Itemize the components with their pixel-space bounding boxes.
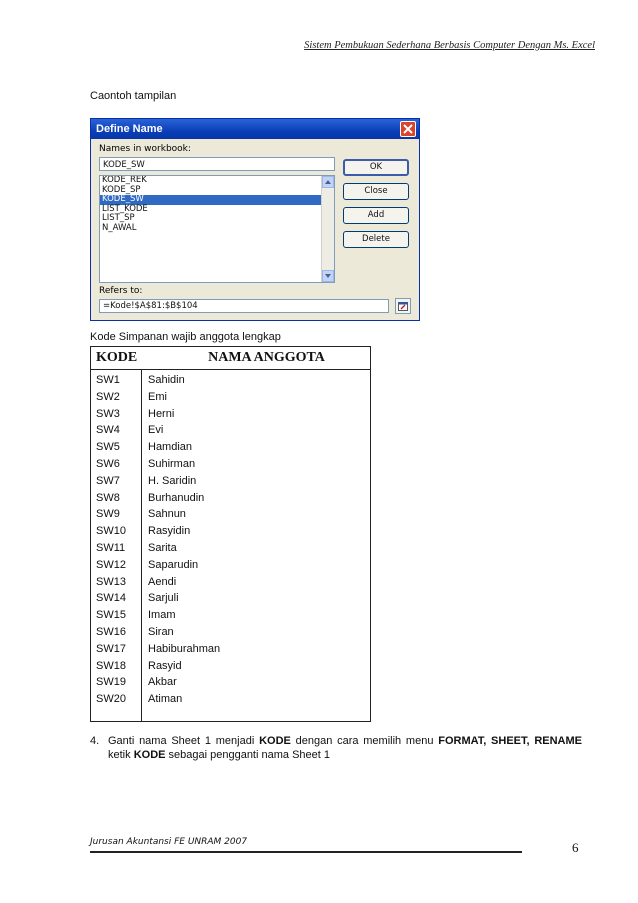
member-name: Sahidin bbox=[148, 374, 185, 386]
name-column-header: NAMA ANGGOTA bbox=[208, 350, 325, 365]
table-row bbox=[91, 490, 370, 507]
table-row bbox=[91, 574, 370, 591]
table-row bbox=[91, 607, 370, 624]
table-row bbox=[91, 406, 370, 423]
names-list-item[interactable]: LIST_KODE bbox=[102, 203, 148, 214]
define-name-dialog bbox=[90, 118, 420, 321]
step-keyword: KODE bbox=[259, 735, 291, 747]
member-code: SW11 bbox=[96, 541, 126, 554]
member-name: Rasyidin bbox=[148, 525, 191, 538]
footer-rule bbox=[90, 851, 522, 853]
table-row bbox=[91, 506, 370, 523]
member-name: Emi bbox=[148, 390, 167, 403]
dialog-titlebar bbox=[91, 119, 419, 139]
table-row bbox=[91, 422, 370, 439]
intro-text: Caontoh tampilan bbox=[90, 90, 177, 102]
step-keyword: KODE bbox=[133, 749, 166, 761]
member-code: SW18 bbox=[96, 659, 126, 672]
table-row bbox=[91, 473, 370, 490]
step-text-part: dengan cara memilih menu bbox=[290, 735, 439, 747]
member-code: SW13 bbox=[96, 575, 126, 588]
refers-to-input[interactable]: =Kode!$A$81:$B$104 bbox=[99, 299, 389, 313]
table-row bbox=[91, 624, 370, 641]
names-list-item[interactable]: N_AWAL bbox=[102, 222, 137, 233]
ok-button[interactable]: OK bbox=[343, 159, 409, 176]
member-name: Atiman bbox=[148, 693, 183, 706]
step-number: 4. bbox=[90, 735, 100, 747]
member-code: SW5 bbox=[96, 441, 120, 454]
table-row bbox=[91, 456, 370, 473]
member-name: Herni bbox=[148, 407, 175, 420]
member-code: SW6 bbox=[96, 457, 120, 470]
footer-text: Jurusan Akuntansi FE UNRAM 2007 bbox=[90, 837, 248, 847]
table-row bbox=[91, 523, 370, 540]
member-name: Siran bbox=[148, 625, 174, 638]
member-code: SW2 bbox=[96, 390, 120, 403]
member-name: Hamdian bbox=[148, 441, 193, 454]
refers-to-label: Refers to: bbox=[99, 286, 143, 296]
close-button[interactable]: Close bbox=[343, 183, 409, 200]
table-row bbox=[91, 590, 370, 607]
table-row bbox=[91, 389, 370, 406]
dialog-title: Define Name bbox=[96, 123, 163, 135]
step-text bbox=[108, 734, 582, 762]
scroll-down-icon[interactable] bbox=[322, 270, 334, 282]
table-row bbox=[91, 557, 370, 574]
member-name: Suhirman bbox=[148, 457, 196, 470]
member-name: Akbar bbox=[148, 676, 177, 689]
names-list[interactable] bbox=[99, 175, 335, 283]
table-row bbox=[91, 641, 370, 658]
table-row bbox=[91, 674, 370, 691]
member-code: SW14 bbox=[96, 592, 126, 605]
member-name: Rasyid bbox=[148, 659, 182, 672]
step-text-part: Ganti nama Sheet 1 menjadi bbox=[108, 735, 260, 747]
running-header: Sistem Pembukuan Sederhana Berbasis Computer Dengan Ms. Excel bbox=[304, 40, 595, 51]
table-row bbox=[91, 439, 370, 456]
member-code: SW15 bbox=[96, 609, 126, 622]
table-row bbox=[91, 691, 370, 708]
member-code: SW16 bbox=[96, 625, 126, 638]
member-name: H. Saridin bbox=[148, 474, 197, 487]
member-name: Aendi bbox=[148, 575, 177, 588]
member-code: SW17 bbox=[96, 642, 126, 655]
code-column-header: KODE bbox=[96, 350, 138, 365]
member-code: SW7 bbox=[96, 474, 120, 487]
member-code: SW4 bbox=[96, 424, 120, 437]
table-row bbox=[91, 658, 370, 675]
scroll-up-icon[interactable] bbox=[322, 176, 334, 188]
member-name: Imam bbox=[148, 609, 176, 622]
member-code-table bbox=[90, 346, 371, 722]
names-list-item[interactable]: LIST_SP bbox=[102, 213, 135, 223]
member-name: Sarjuli bbox=[148, 592, 179, 605]
member-code: SW1 bbox=[96, 374, 120, 386]
add-button[interactable]: Add bbox=[343, 207, 409, 224]
table-row bbox=[91, 540, 370, 557]
collapse-dialog-icon[interactable] bbox=[395, 298, 411, 314]
names-list-item[interactable]: KODE_REK bbox=[102, 175, 147, 185]
delete-button[interactable]: Delete bbox=[343, 231, 409, 248]
names-list-scrollbar[interactable] bbox=[321, 176, 334, 282]
member-name: Habiburahman bbox=[148, 642, 221, 655]
member-code: SW9 bbox=[96, 508, 120, 521]
table-row bbox=[91, 372, 370, 389]
step-keyword: FORMAT, SHEET, RENAME bbox=[438, 735, 583, 747]
step-text-part: ketik bbox=[108, 749, 134, 761]
member-name: Burhanudin bbox=[148, 491, 205, 504]
names-list-item[interactable]: KODE_SW bbox=[100, 195, 324, 205]
member-code: SW10 bbox=[96, 525, 126, 538]
member-name: Sarita bbox=[148, 541, 177, 554]
member-code: SW20 bbox=[96, 693, 126, 706]
page-number: 6 bbox=[572, 840, 579, 855]
table-rows bbox=[91, 372, 370, 708]
member-name: Evi bbox=[148, 424, 164, 437]
member-code: SW8 bbox=[96, 491, 120, 504]
names-in-workbook-label: Names in workbook: bbox=[99, 144, 191, 154]
header-divider bbox=[91, 369, 370, 370]
names-in-workbook-input[interactable]: KODE_SW bbox=[99, 157, 335, 171]
member-name: Saparudin bbox=[148, 558, 199, 571]
table-caption: Kode Simpanan wajib anggota lengkap bbox=[90, 331, 281, 343]
close-icon[interactable] bbox=[400, 121, 416, 137]
member-code: SW19 bbox=[96, 676, 126, 689]
member-name: Sahnun bbox=[148, 508, 186, 521]
names-list-item[interactable]: KODE_SP bbox=[102, 184, 141, 195]
step-text-part: sebagai pengganti nama Sheet 1 bbox=[165, 749, 330, 761]
member-code: SW3 bbox=[96, 407, 120, 420]
member-code: SW12 bbox=[96, 558, 126, 571]
